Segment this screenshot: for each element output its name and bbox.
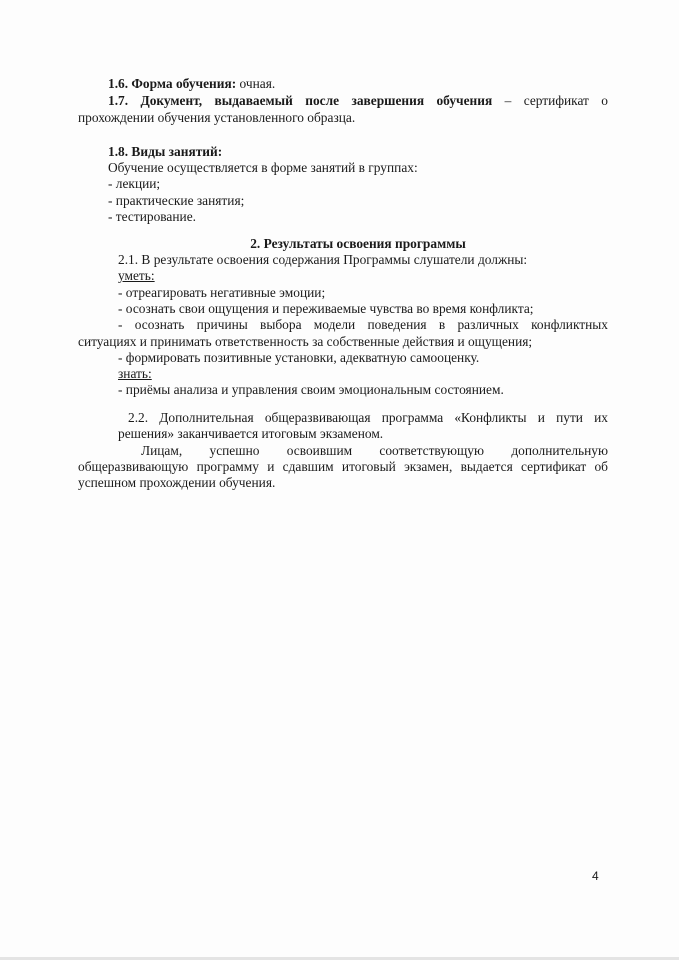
section-1-8	[108, 144, 608, 225]
document-issued-heading: 1.7. Документ, выдаваемый после завершения обучения	[108, 93, 493, 108]
know-item: - приёмы анализа и управления своим эмоциональным состоянием.	[118, 382, 504, 398]
class-type-item: - практические занятия;	[108, 192, 245, 208]
know-label: знать:	[118, 366, 152, 382]
skill-item: - отреагировать негативные эмоции;	[118, 285, 326, 300]
skills-list	[118, 285, 608, 334]
skill-item-continued: ситуациях и принимать ответственность за собственные действия и ощущения;	[78, 334, 533, 349]
section-2-title: 2. Результаты освоения программы	[250, 236, 466, 251]
certificate-paragraph	[141, 443, 608, 459]
section-1-7-continued	[78, 110, 608, 126]
exam-line2: решения» заканчивается итоговым экзаменом.	[118, 426, 384, 441]
class-type-item: - лекции;	[108, 176, 161, 192]
document-issued-value: – сертификат о	[492, 93, 609, 108]
section-1-6	[108, 76, 608, 92]
skills-label: уметь:	[118, 268, 155, 284]
skill-item: - формировать позитивные установки, адекватную самооценку.	[118, 350, 480, 365]
section-2	[78, 236, 638, 252]
certificate-line1: Лицам, успешно освоившим соответствующую дополнительную	[141, 443, 608, 458]
page-number: 4	[592, 869, 599, 883]
exam-line1: 2.2. Дополнительная общеразвивающая программа «Конфликты и пути их	[128, 410, 608, 425]
class-types-heading: 1.8. Виды занятий:	[108, 144, 223, 159]
document-issued-line	[108, 93, 608, 109]
class-type-item: - тестирование.	[108, 208, 197, 224]
class-types-intro: Обучение осуществляется в форме занятий в группах:	[108, 160, 418, 176]
form-of-study-heading: 1.6. Форма обучения:	[108, 76, 237, 91]
skills-list-end	[118, 350, 608, 399]
document-issued-line2: прохождении обучения установленного образца.	[78, 110, 356, 125]
section-2-2	[128, 410, 608, 426]
section-2-2-cont	[118, 426, 608, 442]
results-intro: 2.1. В результате освоения содержания Программы слушатели должны:	[118, 252, 528, 267]
skill-item: - осознать свои ощущения и переживаемые чувства во время конфликта;	[118, 301, 534, 317]
section-2-1-intro	[118, 252, 608, 284]
form-of-study-value: очная.	[236, 76, 276, 91]
section-1-7	[108, 93, 608, 109]
skill-item: - осознать причины выбора модели поведения в различных конфликтных	[118, 317, 608, 333]
certificate-paragraph-cont	[78, 459, 608, 491]
certificate-line3: успешном прохождении обучения.	[78, 475, 276, 491]
certificate-line2: общеразвивающую программу и сдавшим итоговый экзамен, выдается сертификат об	[78, 459, 608, 474]
skills-list-continued	[78, 334, 608, 350]
form-of-study-line	[108, 76, 608, 92]
